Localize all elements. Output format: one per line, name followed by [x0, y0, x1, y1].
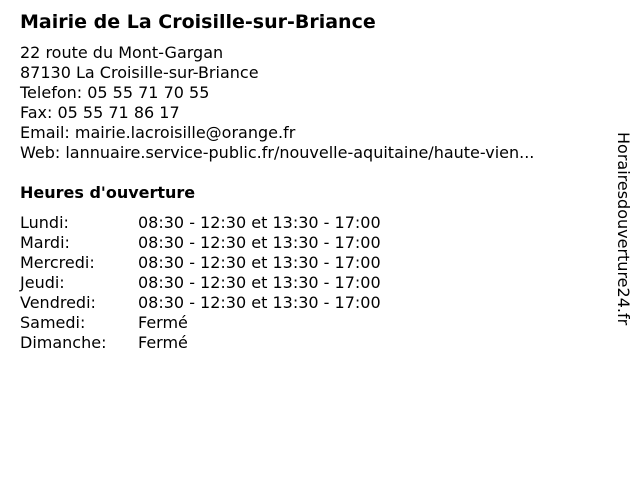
day-hours: 08:30 - 12:30 et 13:30 - 17:00: [138, 233, 381, 252]
day-hours: 08:30 - 12:30 et 13:30 - 17:00: [138, 293, 381, 312]
side-brand-watermark: Horairesdouverture24.fr: [614, 132, 633, 326]
address-street: 22 route du Mont-Gargan: [20, 43, 224, 62]
day-label: Jeudi:: [20, 273, 65, 292]
contact-block: [20, 43, 534, 163]
web-line: Web: lannuaire.service-public.fr/nouvelle-aquitaine/haute-vien...: [20, 143, 535, 162]
day-hours: 08:30 - 12:30 et 13:30 - 17:00: [138, 213, 381, 232]
day-hours: 08:30 - 12:30 et 13:30 - 17:00: [138, 273, 381, 292]
day-label: Vendredi:: [20, 293, 96, 312]
page-title: Mairie de La Croisille-sur-Briance: [20, 11, 376, 33]
day-label: Lundi:: [20, 213, 69, 232]
day-hours: Fermé: [138, 333, 188, 352]
email-line: Email: mairie.lacroisille@orange.fr: [20, 123, 296, 142]
phone-line: Telefon: 05 55 71 70 55: [20, 83, 210, 102]
day-label: Mercredi:: [20, 253, 95, 272]
day-hours: Fermé: [138, 313, 188, 332]
day-label: Dimanche:: [20, 333, 107, 352]
address-city: 87130 La Croisille-sur-Briance: [20, 63, 259, 82]
day-hours: 08:30 - 12:30 et 13:30 - 17:00: [138, 253, 381, 272]
day-label: Mardi:: [20, 233, 70, 252]
side-brand-container: [611, 132, 635, 372]
fax-line: Fax: 05 55 71 86 17: [20, 103, 180, 122]
day-label: Samedi:: [20, 313, 86, 332]
hours-heading: Heures d'ouverture: [20, 183, 196, 202]
